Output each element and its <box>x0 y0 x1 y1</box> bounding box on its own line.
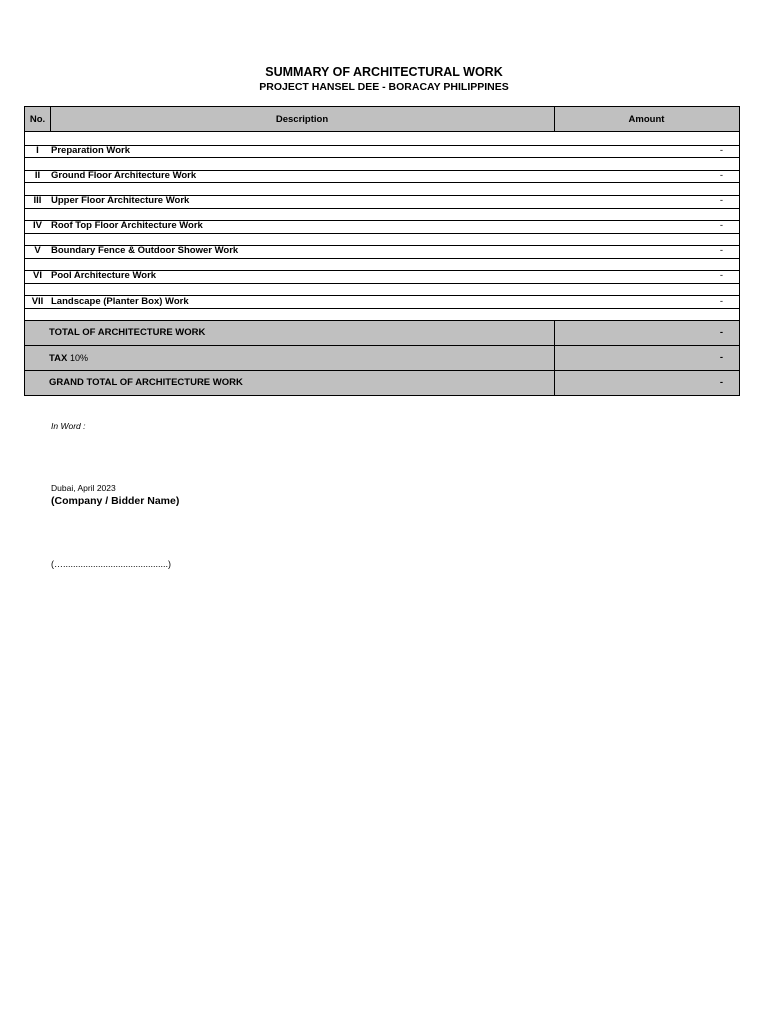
row-no: III <box>33 195 42 206</box>
row-line <box>25 308 739 309</box>
header-amount: Amount <box>628 113 665 125</box>
bidder-name: (Company / Bidder Name) <box>51 495 180 507</box>
row-no: II <box>34 170 41 181</box>
signature-line: (…..........................................) <box>51 559 172 569</box>
row-amount: - <box>719 195 723 206</box>
in-word-label: In Word : <box>51 421 86 431</box>
row-amount: - <box>719 170 723 181</box>
table-row <box>25 244 739 257</box>
row-line <box>25 182 739 183</box>
column-divider <box>554 371 555 395</box>
row-no: V <box>34 245 41 256</box>
row-description: Boundary Fence & Outdoor Shower Work <box>51 245 239 256</box>
row-no: VII <box>31 296 44 307</box>
row-description: Roof Top Floor Architecture Work <box>51 220 203 231</box>
row-description: Ground Floor Architecture Work <box>51 170 197 181</box>
row-amount: - <box>719 296 723 307</box>
header-no: No. <box>25 107 51 131</box>
row-line <box>25 258 739 259</box>
total-row <box>25 320 739 345</box>
total-value: - <box>719 327 723 338</box>
row-description: Pool Architecture Work <box>51 270 157 281</box>
row-amount: - <box>719 145 723 156</box>
tax-value: - <box>719 352 723 363</box>
table-header <box>25 107 739 132</box>
row-line <box>25 233 739 234</box>
place-date: Dubai, April 2023 <box>51 483 116 493</box>
grand-total-row <box>25 370 739 395</box>
row-no: I <box>36 145 39 156</box>
row-no: IV <box>33 220 42 231</box>
table-row <box>25 295 739 308</box>
row-description: Landscape (Planter Box) Work <box>51 296 189 307</box>
row-amount: - <box>719 245 723 256</box>
row-line <box>25 208 739 209</box>
table-row <box>25 169 739 182</box>
row-no: VI <box>33 270 42 281</box>
tax-label: TAX 10% <box>49 353 88 364</box>
document-title: SUMMARY OF ARCHITECTURAL WORK <box>265 65 503 79</box>
header-description: Description <box>50 107 555 131</box>
tax-row <box>25 345 739 370</box>
table-row <box>25 219 739 232</box>
row-description: Upper Floor Architecture Work <box>51 195 190 206</box>
total-label: TOTAL OF ARCHITECTURE WORK <box>49 327 206 338</box>
summary-table <box>24 106 740 396</box>
row-line <box>25 283 739 284</box>
grand-total-label: GRAND TOTAL OF ARCHITECTURE WORK <box>49 377 243 388</box>
column-divider <box>554 321 555 345</box>
table-row <box>25 269 739 282</box>
row-line <box>25 157 739 158</box>
row-amount: - <box>719 220 723 231</box>
table-row <box>25 194 739 207</box>
document-subtitle: PROJECT HANSEL DEE - BORACAY PHILIPPINES <box>259 81 509 93</box>
row-amount: - <box>719 270 723 281</box>
table-row <box>25 144 739 157</box>
tax-rate: 10% <box>69 353 88 363</box>
grand-total-value: - <box>719 377 723 388</box>
column-divider <box>554 346 555 370</box>
row-description: Preparation Work <box>51 145 131 156</box>
